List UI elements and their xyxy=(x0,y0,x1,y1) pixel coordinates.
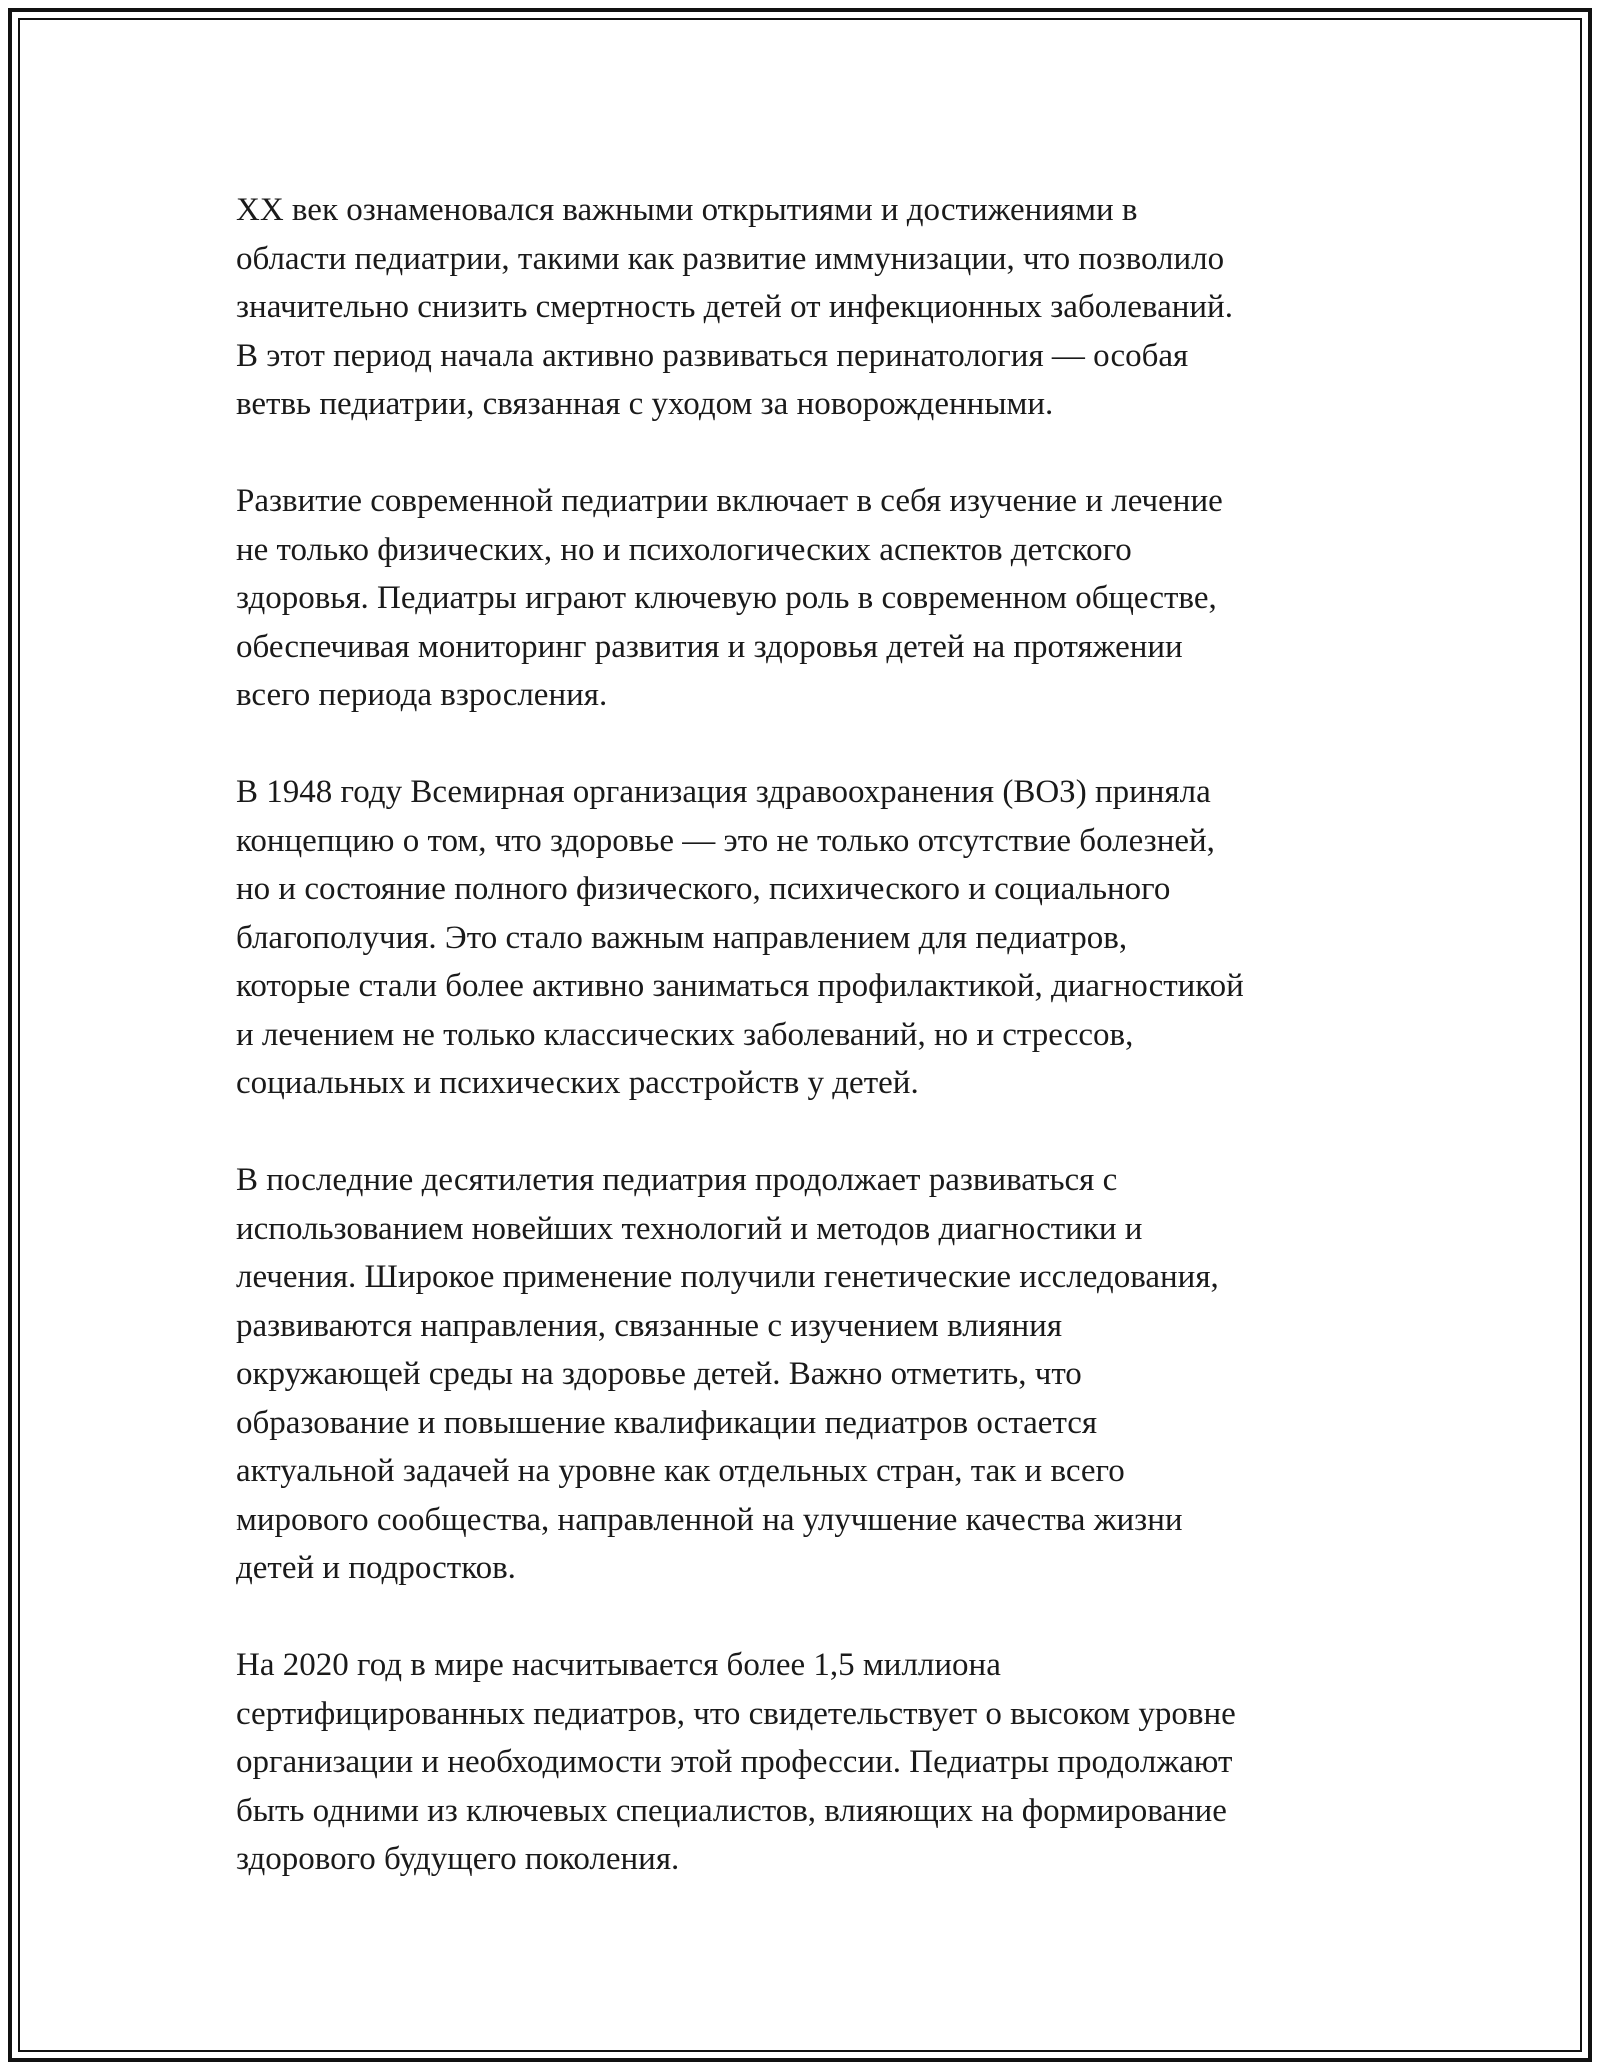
paragraph-line: быть одними из ключевых специалистов, влияющих на формирование xyxy=(236,1792,1227,1829)
paragraph-line: концепцию о том, что здоровье — это не только отсутствие болезней, xyxy=(236,822,1215,859)
paragraph-line: В последние десятилетия педиатрия продолжает развиваться с xyxy=(236,1162,1118,1198)
paragraph-line: XX век ознаменовался важными открытиями и достижениями в xyxy=(236,192,1138,228)
paragraph-4 xyxy=(236,1156,1372,1593)
document-body xyxy=(236,186,1372,1884)
paragraph-line: В 1948 году Всемирная организация здравоохранения (ВОЗ) приняла xyxy=(236,774,1211,810)
paragraph-line: ветвь педиатрии, связанная с уходом за новорожденными. xyxy=(236,386,1054,422)
paragraph-line: детей и подростков. xyxy=(236,1550,516,1586)
paragraph-line: социальных и психических расстройств у детей. xyxy=(236,1065,919,1101)
paragraph-line: обеспечивая мониторинг развития и здоровья детей на протяжении xyxy=(236,628,1183,665)
paragraph-line: не только физических, но и психологических аспектов детского xyxy=(236,531,1132,568)
paragraph-line: но и состояние полного физического, психического и социального xyxy=(236,871,1171,907)
paragraph-line: Развитие современной педиатрии включает в себя изучение и лечение xyxy=(236,483,1223,519)
paragraph-line: благополучия. Это стало важным направлением для педиатров, xyxy=(236,919,1128,956)
paragraph-line: и лечением не только классических заболеваний, но и стрессов, xyxy=(236,1016,1134,1053)
paragraph-2 xyxy=(236,477,1372,720)
paragraph-line: использованием новейших технологий и методов диагностики и xyxy=(236,1210,1143,1247)
paragraph-line: лечения. Широкое применение получили генетические исследования, xyxy=(236,1259,1219,1295)
paragraph-line: которые стали более активно заниматься профилактикой, диагностикой xyxy=(236,968,1244,1004)
paragraph-line: образование и повышение квалификации педиатров остается xyxy=(236,1404,1098,1441)
paragraph-line: значительно снизить смертность детей от инфекционных заболеваний. xyxy=(236,289,1233,325)
paragraph-line: организации и необходимости этой профессии. Педиатры продолжают xyxy=(236,1744,1233,1780)
paragraph-line: В этот период начала активно развиваться перинатология — особая xyxy=(236,337,1189,374)
paragraph-line: развиваются направления, связанные с изучением влияния xyxy=(236,1307,1063,1344)
paragraph-line: актуальной задачей на уровне как отдельных стран, так и всего xyxy=(236,1453,1125,1489)
paragraph-line: здорового будущего поколения. xyxy=(236,1841,680,1877)
paragraph-line: На 2020 год в мире насчитывается более 1,5 миллиона xyxy=(236,1647,1001,1683)
paragraph-3 xyxy=(236,768,1372,1108)
paragraph-1 xyxy=(236,186,1372,429)
paragraph-line: окружающей среды на здоровье детей. Важно отметить, что xyxy=(236,1356,1082,1392)
paragraph-line: здоровья. Педиатры играют ключевую роль в современном обществе, xyxy=(236,580,1217,616)
paragraph-line: сертифицированных педиатров, что свидетельствует о высоком уровне xyxy=(236,1695,1236,1732)
paragraph-line: мирового сообщества, направленной на улучшение качества жизни xyxy=(236,1501,1183,1538)
paragraph-5 xyxy=(236,1641,1372,1884)
paragraph-line: всего периода взросления. xyxy=(236,677,608,713)
paragraph-line: области педиатрии, такими как развитие иммунизации, что позволило xyxy=(236,240,1225,277)
